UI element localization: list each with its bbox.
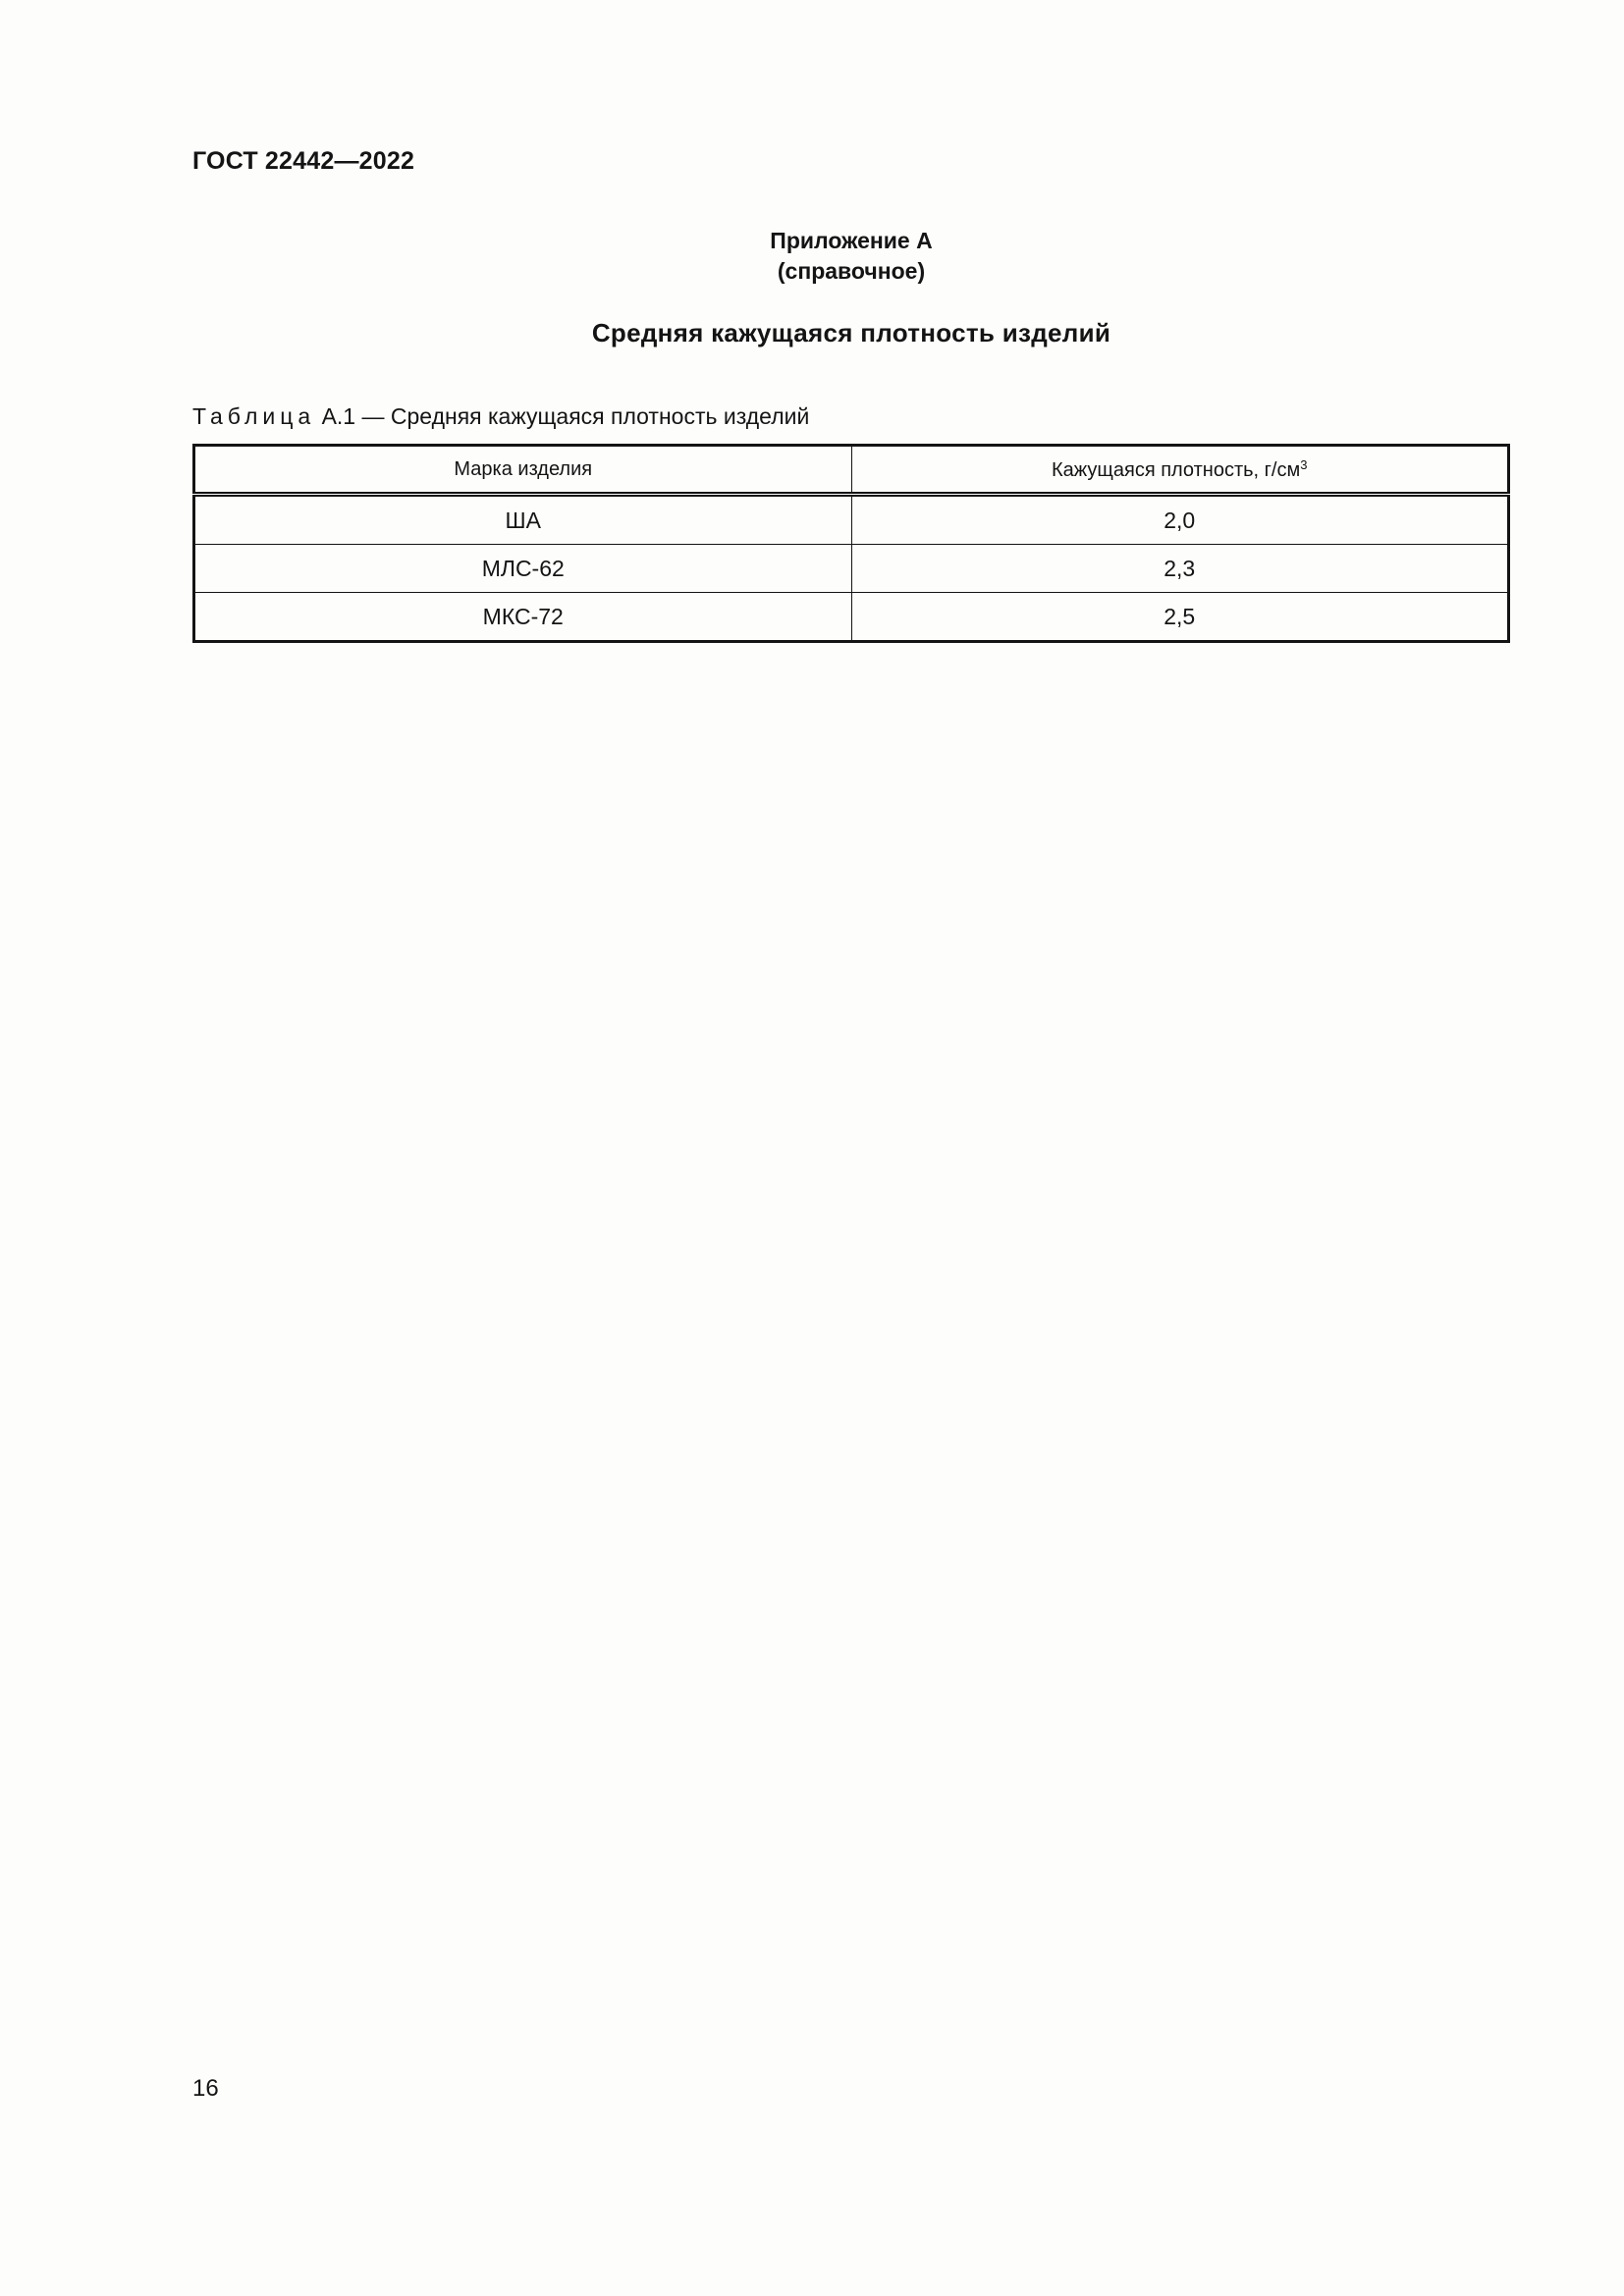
table-row <box>194 593 1509 642</box>
page-number: 16 <box>192 2075 219 2102</box>
table-caption-text: А.1 — Средняя кажущаяся плотность изделий <box>321 403 810 429</box>
appendix-heading <box>192 226 1510 287</box>
appendix-status: (справочное) <box>777 258 926 284</box>
density-table <box>192 444 1510 643</box>
cell-brand: ША <box>194 495 852 545</box>
cell-density: 2,3 <box>851 545 1509 593</box>
table-caption <box>192 403 809 430</box>
table-header-row <box>194 446 1509 495</box>
cell-brand: МЛС-62 <box>194 545 852 593</box>
column-header-density-label: Кажущаяся плотность, г/см <box>1052 458 1301 481</box>
cell-density: 2,5 <box>851 593 1509 642</box>
column-header-density-superscript: 3 <box>1300 456 1308 472</box>
document-code: ГОСТ 22442—2022 <box>192 147 415 175</box>
column-header-density <box>851 446 1509 495</box>
column-header-brand <box>194 446 852 495</box>
column-header-brand-label: Марка изделия <box>454 457 593 480</box>
appendix-label: Приложение А <box>770 228 933 253</box>
cell-density: 2,0 <box>851 495 1509 545</box>
table-caption-prefix: Таблица <box>192 403 316 429</box>
section-title: Средняя кажущаяся плотность изделий <box>591 318 1111 347</box>
cell-brand: МКС-72 <box>194 593 852 642</box>
table-row <box>194 545 1509 593</box>
table-row <box>194 495 1509 545</box>
